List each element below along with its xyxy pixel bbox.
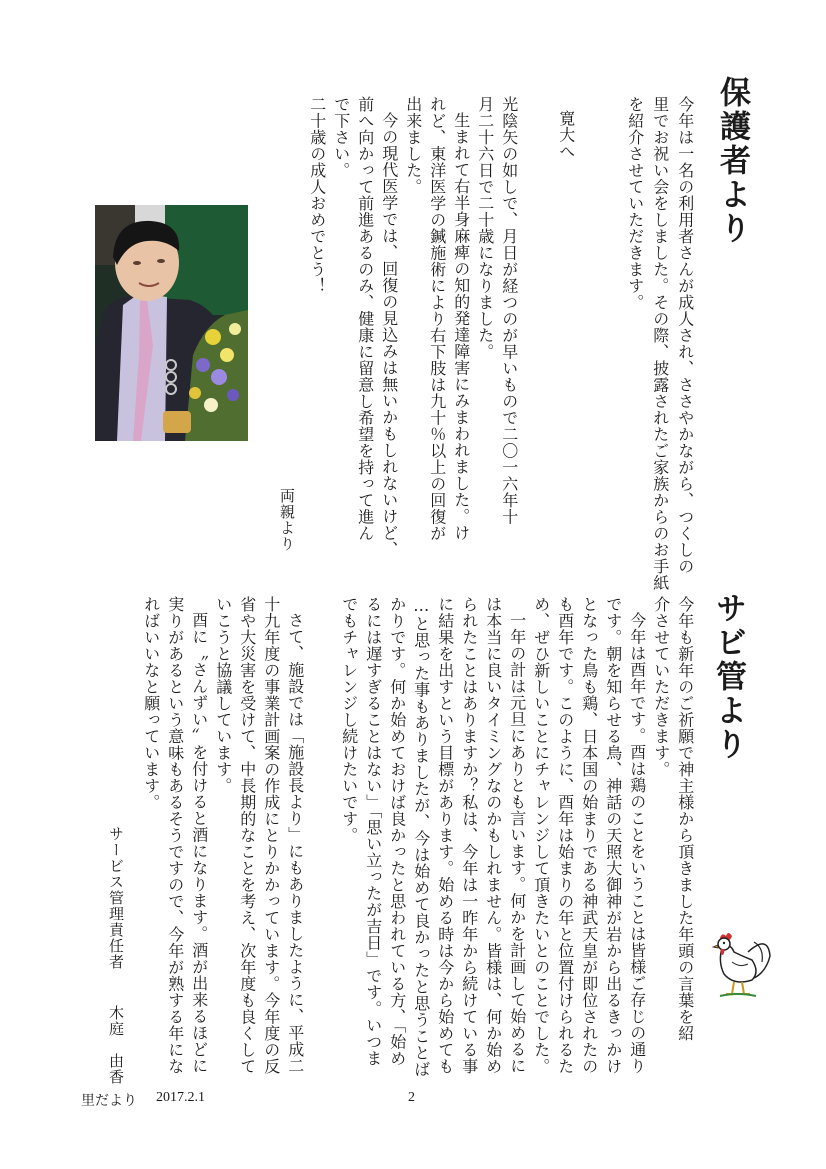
manager-line: られたことはありますか？私は、今年は一昨年から続けている事 — [459, 596, 479, 1075]
manager-line: いこうと協議しています。 — [213, 596, 233, 794]
manager-line: は本当に良いタイミングなのかもしれません。皆様は、何か始め — [483, 596, 503, 1075]
manager-line: ればいいなと願っています。 — [141, 596, 161, 811]
letter-line: れど、東洋医学の鍼施術により右下肢は九十％以上の回復が — [427, 96, 447, 542]
letter-line: 出来ました。 — [403, 96, 423, 195]
letter-signature: 両親より — [278, 488, 296, 552]
guardian-intro-line: 里でお祝い会をしました。その際、披露されたご家族からのお手紙 — [650, 96, 670, 591]
manager-signature: サービス管理責任者 木庭 由香 — [107, 826, 125, 1085]
letter-line: 今の現代医学では、回復の見込みは無いかもしれないけど、 — [379, 112, 399, 558]
manager-line: さて、施設では「施設長より」にもありましたように、平成二 — [285, 612, 305, 1074]
letter-line: で下さい。 — [331, 96, 351, 179]
manager-line: 十九年度の事業計画案の作成にとりかかっています。今年度の反 — [261, 596, 281, 1075]
manager-line: も酉年です。このように、酉年は始まりの年と位置付けられるた — [555, 596, 575, 1075]
guardian-heading: 保護者より — [714, 76, 750, 246]
manager-line: かりです。何か始めておけば良かったと思われている方、「始め — [387, 596, 407, 1067]
issue-date: 2017.2.1 — [156, 1090, 205, 1105]
manager-line: に結果を出すという目標があります。始める時は今から始めても — [435, 596, 455, 1075]
letter-line: 生まれて右半身麻痺の知的発達障害にみまわれました。け — [451, 112, 471, 541]
manager-line: …と思った事もありましたが、今は始めて良かったと思うことば — [411, 596, 431, 1078]
manager-line: となった鳥も鶏、日本国の始まりである神武天皇が即位されたの — [579, 596, 599, 1075]
page-number: 2 — [408, 1090, 415, 1105]
manager-line: 実りがあるという意味もあるそうですので、今年が熟する年にな — [165, 596, 185, 1075]
letter-line: 二十歳の成人おめでとう！ — [307, 96, 327, 294]
manager-line: 一年の計は元旦にありとも言います。何かを計画して始めるに — [507, 612, 527, 1074]
rooster-illustration — [708, 928, 772, 1000]
guardian-intro-line: を紹介させていただきます。 — [625, 96, 645, 311]
manager-heading: サビ管より — [710, 592, 746, 762]
manager-line: 今年は酉年です。酉は鶏のことをいうことは皆様ご存じの通り — [627, 612, 647, 1074]
manager-line: るには遅すぎることはない」「思い立ったが吉日」です。いつま — [363, 596, 383, 1067]
manager-line: 省や大災害を受けて、中長期的なことを考え、次年度も良くして — [237, 596, 257, 1075]
letter-salutation: 寛大へ — [556, 110, 576, 160]
letter-line: 前へ向かって前進あるのみ、健康に留意し希望を持って進ん — [355, 96, 375, 542]
manager-line: 酉に〝さんずい〟を付けると酒になります。酒が出来るほどに — [189, 612, 209, 1074]
newsletter-title: 里だより — [81, 1094, 137, 1109]
manager-line: 今年も新年のご祈願で神主様から頂きました年頭の言葉を紹 — [675, 596, 695, 1042]
manager-line: でもチャレンジし続けたいです。 — [339, 596, 359, 844]
letter-line: 光陰矢の如しで、月日が経つのが早いもので二〇一六年十 — [499, 96, 519, 525]
manager-line: め、ぜひ新しいことにチャレンジして頂きたいとのことでした。 — [531, 596, 551, 1075]
portrait-photo — [95, 205, 248, 441]
manager-line: 介させていただきます。 — [651, 596, 671, 778]
letter-line: 月二十六日で二十歳になりました。 — [475, 96, 495, 360]
guardian-intro-line: 今年は一名の利用者さんが成人され、ささやかながら、つくしの — [675, 96, 695, 575]
manager-line: です。朝を知らせる鳥、神話の天照大御神が岩から出るきっかけ — [603, 596, 623, 1075]
